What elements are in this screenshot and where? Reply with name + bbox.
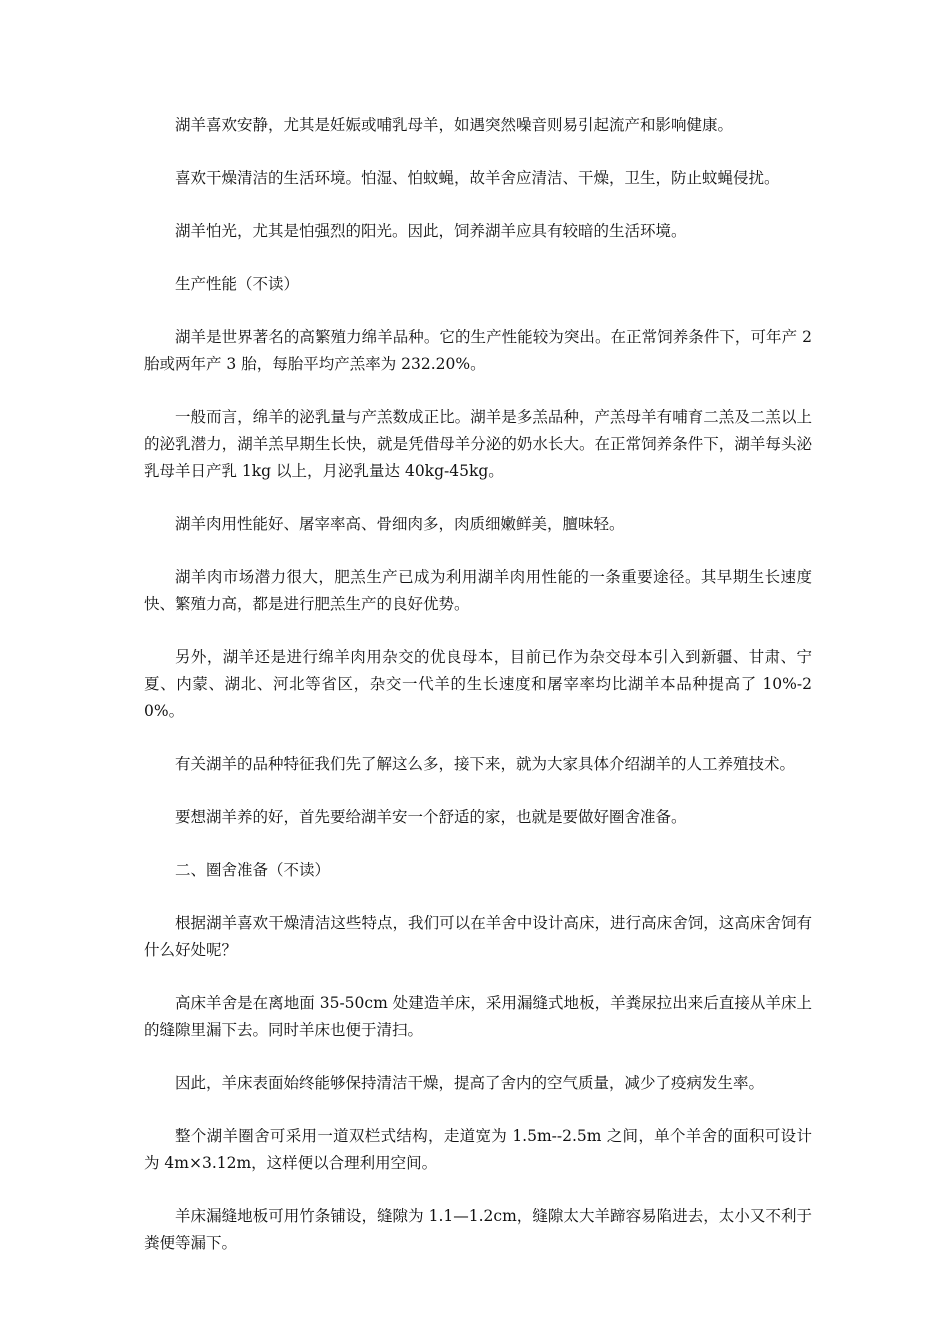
paragraph-raised-bed-design: 高床羊舍是在离地面 35-50cm 处建造羊床，采用漏缝式地板，羊粪尿拉出来后直接从羊床上的缝隙里漏下去。同时羊床也便于清扫。 bbox=[144, 994, 812, 1039]
paragraph-crossbreeding: 另外，湖羊还是进行绵羊肉用杂交的优良母本，目前已作为杂交母本引入到新疆、甘肃、宁夏、内蒙、湖北、河北等省区，杂交一代羊的生长速度和屠宰率均比湖羊本品种提高了 10%-20%。 bbox=[144, 648, 812, 720]
paragraph-fertility: 湖羊是世界著名的高繁殖力绵羊品种。它的生产性能较为突出。在正常饲养条件下，可年产 2 胎或两年产 3 胎，每胎平均产羔率为 232.20%。 bbox=[144, 328, 812, 373]
paragraph-quiet-habit: 湖羊喜欢安静，尤其是妊娠或哺乳母羊，如遇突然噪音则易引起流产和影响健康。 bbox=[175, 116, 734, 134]
paragraph-lactation: 一般而言，绵羊的泌乳量与产羔数成正比。湖羊是多羔品种，产羔母羊有哺育二羔及二羔以上的泌乳潜力，湖羊羔早期生长快，就是凭借母羊分泌的奶水长大。在正常饲养条件下，湖羊每头泌乳母羊日产乳 1kg 以上，月泌乳量达 40kg-45kg。 bbox=[144, 408, 812, 480]
section-heading-production: 生产性能（不读） bbox=[175, 275, 300, 293]
paragraph-cleanliness-benefit: 因此，羊床表面始终能够保持清洁干燥，提高了舍内的空气质量，减少了疫病发生率。 bbox=[175, 1074, 765, 1092]
paragraph-light-avoidance: 湖羊怕光，尤其是怕强烈的阳光。因此，饲养湖羊应具有较暗的生活环境。 bbox=[175, 222, 687, 240]
paragraph-slatted-floor: 羊床漏缝地板可用竹条铺设，缝隙为 1.1—1.2cm，缝隙太大羊蹄容易陷进去，太小又不利于粪便等漏下。 bbox=[144, 1207, 812, 1252]
paragraph-pen-layout: 整个湖羊圈舍可采用一道双栏式结构，走道宽为 1.5m--2.5m 之间，单个羊舍的面积可设计为 4m×3.12m，这样便以合理利用空间。 bbox=[144, 1127, 812, 1172]
paragraph-meat-quality: 湖羊肉用性能好、屠宰率高、骨细肉多，肉质细嫩鲜美，膻味轻。 bbox=[175, 515, 625, 533]
paragraph-raised-bed-question: 根据湖羊喜欢干燥清洁这些特点，我们可以在羊舍中设计高床，进行高床舍饲，这高床舍饲有什么好处呢？ bbox=[144, 914, 812, 959]
document-body bbox=[144, 112, 812, 1283]
paragraph-market-potential: 湖羊肉市场潜力很大，肥羔生产已成为利用湖羊肉用性能的一条重要途径。其早期生长速度快、繁殖力高，都是进行肥羔生产的良好优势。 bbox=[144, 568, 812, 613]
paragraph-transition: 有关湖羊的品种特征我们先了解这么多，接下来，就为大家具体介绍湖羊的人工养殖技术。 bbox=[175, 755, 796, 773]
paragraph-dry-environment: 喜欢干燥清洁的生活环境。怕湿、怕蚊蝇，故羊舍应清洁、干燥，卫生，防止蚊蝇侵扰。 bbox=[175, 169, 780, 187]
paragraph-housing-intro: 要想湖羊养的好，首先要给湖羊安一个舒适的家，也就是要做好圈舍准备。 bbox=[175, 808, 687, 826]
section-heading-housing: 二、圈舍准备（不读） bbox=[175, 861, 331, 879]
